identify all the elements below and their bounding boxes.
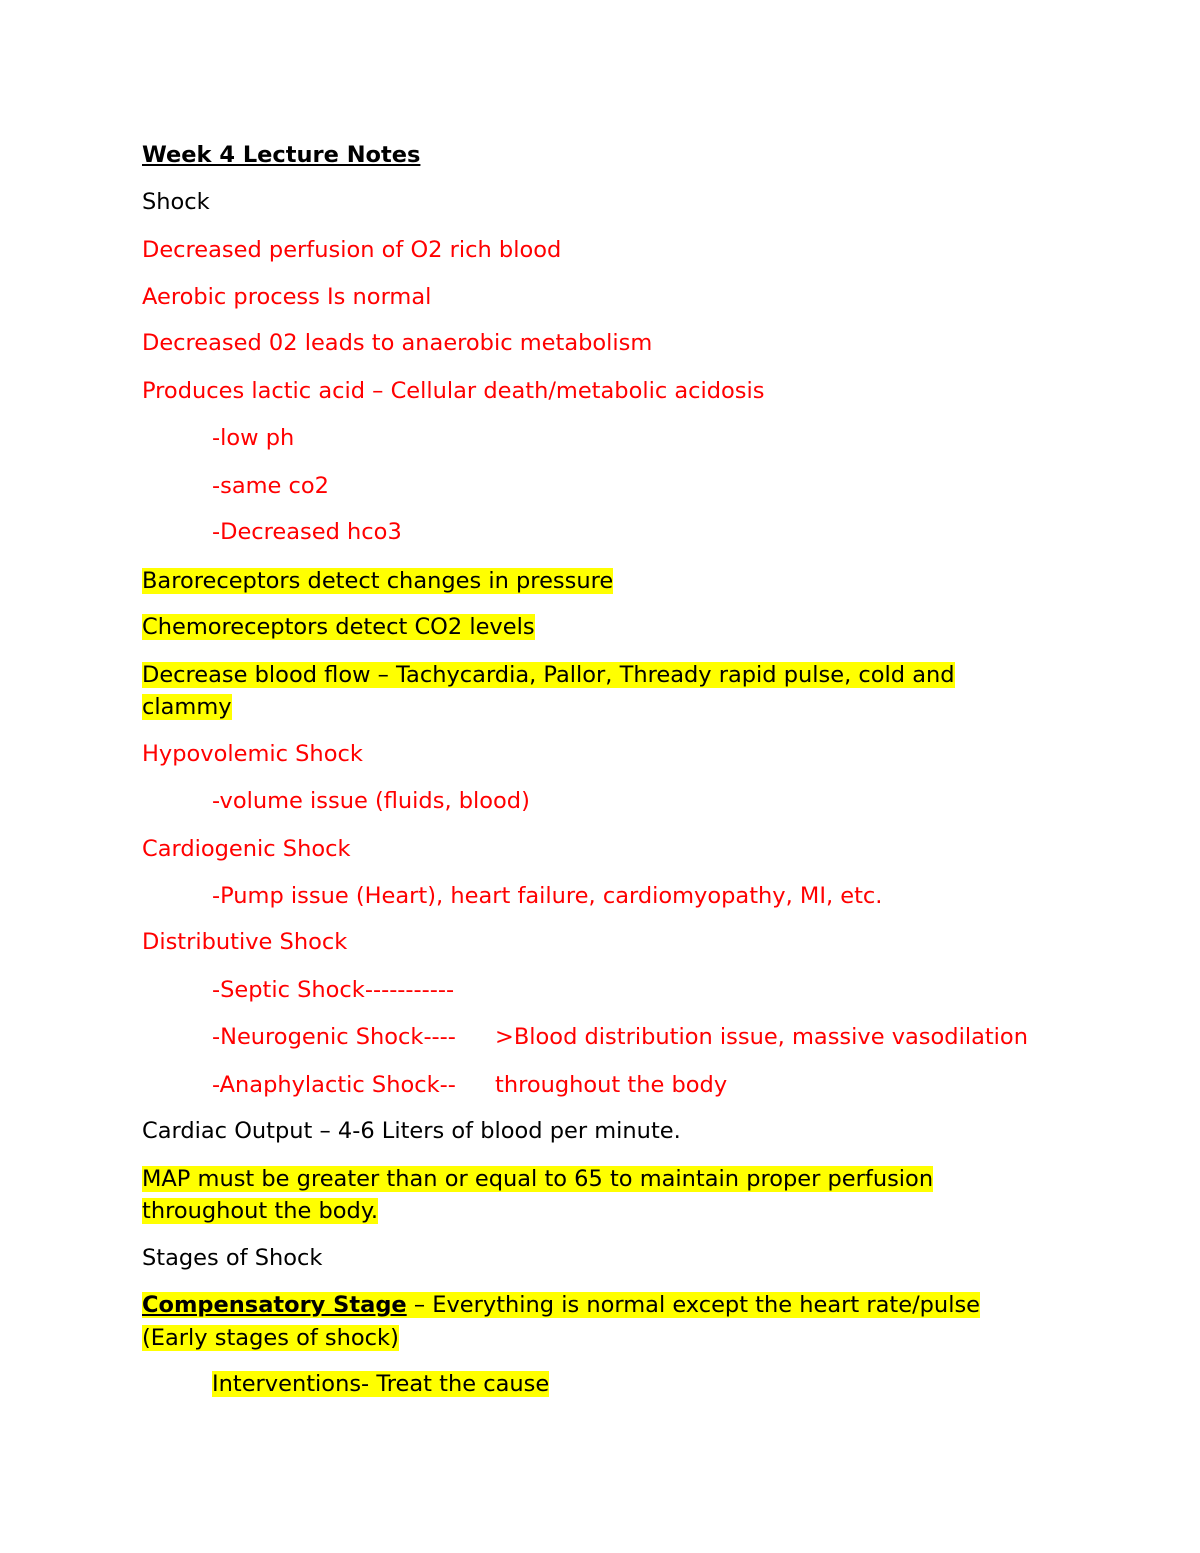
highlight-text: MAP must be greater than or equal to 65 to maintain proper perfusion <box>142 1166 934 1192</box>
note-line: Decreased 02 leads to anaerobic metabolism <box>142 330 653 356</box>
note-line: Aerobic process Is normal <box>142 284 432 310</box>
note-line: Cardiac Output – 4-6 Liters of blood per minute. <box>142 1118 681 1144</box>
highlighted-line <box>142 1195 378 1227</box>
sub-item: -Decreased hco3 <box>212 519 402 545</box>
highlighted-line <box>212 1368 549 1400</box>
note-line: Produces lactic acid – Cellular death/metabolic acidosis <box>142 378 765 404</box>
highlighted-line <box>142 565 613 597</box>
shock-type-heading: Distributive Shock <box>142 929 348 955</box>
sub-item: -Pump issue (Heart), heart failure, cardiomyopathy, MI, etc. <box>212 883 883 909</box>
shock-type-heading: Hypovolemic Shock <box>142 741 363 767</box>
stage-label: Compensatory Stage <box>142 1292 407 1318</box>
page-title: Week 4 Lecture Notes <box>142 142 421 168</box>
highlighted-line <box>142 659 955 691</box>
highlighted-line <box>142 611 535 643</box>
highlight-text: – Everything is normal except the heart rate/pulse <box>406 1292 981 1318</box>
highlight-text: clammy <box>142 694 232 720</box>
section-heading-shock: Shock <box>142 189 210 215</box>
sub-item: -same co2 <box>212 473 329 499</box>
highlighted-line <box>142 1289 980 1321</box>
highlighted-line <box>142 1322 399 1354</box>
highlight-text: Baroreceptors detect changes in pressure <box>142 568 614 594</box>
sub-item: -Anaphylactic Shock-- <box>212 1072 456 1098</box>
highlight-text: throughout the body. <box>142 1198 379 1224</box>
highlighted-line <box>142 691 232 723</box>
section-heading-stages: Stages of Shock <box>142 1245 323 1271</box>
highlight-text: (Early stages of shock) <box>142 1325 399 1351</box>
sub-item: -Septic Shock----------- <box>212 977 455 1003</box>
highlight-text: Decrease blood flow – Tachycardia, Pallor, Thready rapid pulse, cold and <box>142 662 955 688</box>
shock-type-heading: Cardiogenic Shock <box>142 836 351 862</box>
sub-item: -Neurogenic Shock---- <box>212 1024 456 1050</box>
sub-item: -low ph <box>212 425 295 451</box>
sub-item-note: throughout the body <box>495 1072 728 1098</box>
note-line: Decreased perfusion of O2 rich blood <box>142 237 562 263</box>
highlight-text: Chemoreceptors detect CO2 levels <box>142 614 535 640</box>
sub-item-note: >Blood distribution issue, massive vasodilation <box>495 1024 1028 1050</box>
highlight-text: Interventions- Treat the cause <box>212 1371 550 1397</box>
highlighted-line <box>142 1163 933 1195</box>
sub-item: -volume issue (fluids, blood) <box>212 788 530 814</box>
